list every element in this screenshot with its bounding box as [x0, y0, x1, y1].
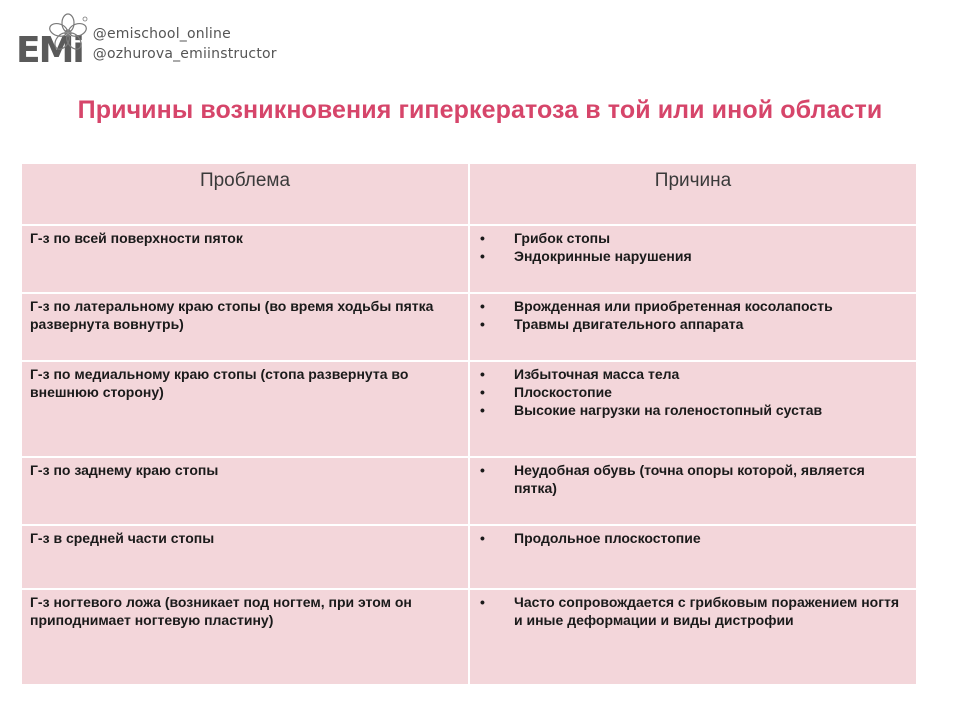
cause-item: [478, 247, 908, 265]
problem-cell: Г-з по всей поверхности пяток: [22, 226, 468, 292]
cause-item: [478, 229, 908, 247]
cause-cell: [470, 294, 916, 360]
handle-instructor: @ozhurova_emiinstructor: [92, 46, 277, 62]
bullet-icon: •: [480, 594, 485, 610]
table-row: [22, 526, 916, 588]
table-header-row: [22, 164, 916, 224]
cause-item: [478, 401, 908, 419]
column-header-problem: Проблема: [22, 164, 468, 224]
bullet-icon: •: [480, 298, 485, 314]
cause-item: [478, 529, 908, 547]
cause-text: Продольное плоскостопие: [514, 530, 701, 546]
bullet-icon: •: [480, 248, 485, 264]
cause-item: [478, 365, 908, 383]
bullet-icon: •: [480, 316, 485, 332]
cause-text: Грибок стопы: [514, 230, 611, 246]
bullet-icon: •: [480, 462, 485, 478]
cause-text: Плоскостопие: [514, 384, 612, 400]
table-row: [22, 226, 916, 292]
problem-cell: Г-з по медиальному краю стопы (стопа развернута во внешнюю сторону): [22, 362, 468, 456]
logo-text: EMi: [16, 30, 83, 71]
causes-table: [20, 162, 918, 686]
cause-text: Неудобная обувь (точна опоры которой, является пятка): [514, 462, 865, 496]
bullet-icon: •: [480, 230, 485, 246]
problem-cell: Г-з ногтевого ложа (возникает под ногтем, при этом он приподнимает ногтевую пластину): [22, 590, 468, 684]
cause-cell: [470, 226, 916, 292]
cause-item: [478, 315, 908, 333]
cause-cell: [470, 590, 916, 684]
cause-text: Травмы двигательного аппарата: [514, 316, 744, 332]
problem-cell: Г-з по заднему краю стопы: [22, 458, 468, 524]
handle-school: @emischool_online: [92, 26, 231, 42]
bullet-icon: •: [480, 530, 485, 546]
cause-cell: [470, 458, 916, 524]
flower-icon: [48, 13, 88, 53]
social-handles: [93, 21, 277, 63]
column-header-cause: Причина: [470, 164, 916, 224]
problem-cell: Г-з по латеральному краю стопы (во время ходьбы пятка развернута вовнутрь): [22, 294, 468, 360]
header: [16, 14, 277, 70]
cause-cell: [470, 362, 916, 456]
cause-cell: [470, 526, 916, 588]
cause-item: [478, 461, 908, 497]
cause-item: [478, 383, 908, 401]
bullet-icon: •: [480, 402, 485, 418]
cause-text: Высокие нагрузки на голеностопный сустав: [514, 402, 823, 418]
cause-text: Избыточная масса тела: [514, 366, 680, 382]
cause-text: Часто сопровождается с грибковым поражением ногтя и иные деформации и виды дистрофии: [514, 594, 900, 628]
table-row: [22, 294, 916, 360]
table-row: [22, 362, 916, 456]
logo: [16, 17, 83, 71]
problem-cell: Г-з в средней части стопы: [22, 526, 468, 588]
cause-text: Врожденная или приобретенная косолапость: [514, 298, 833, 314]
cause-text: Эндокринные нарушения: [514, 248, 692, 264]
table-row: [22, 590, 916, 684]
bullet-icon: •: [480, 384, 485, 400]
cause-item: [478, 593, 908, 629]
bullet-icon: •: [480, 366, 485, 382]
page-title: Причины возникновения гиперкератоза в той или иной области: [77, 96, 883, 124]
cause-item: [478, 297, 908, 315]
table-row: [22, 458, 916, 524]
